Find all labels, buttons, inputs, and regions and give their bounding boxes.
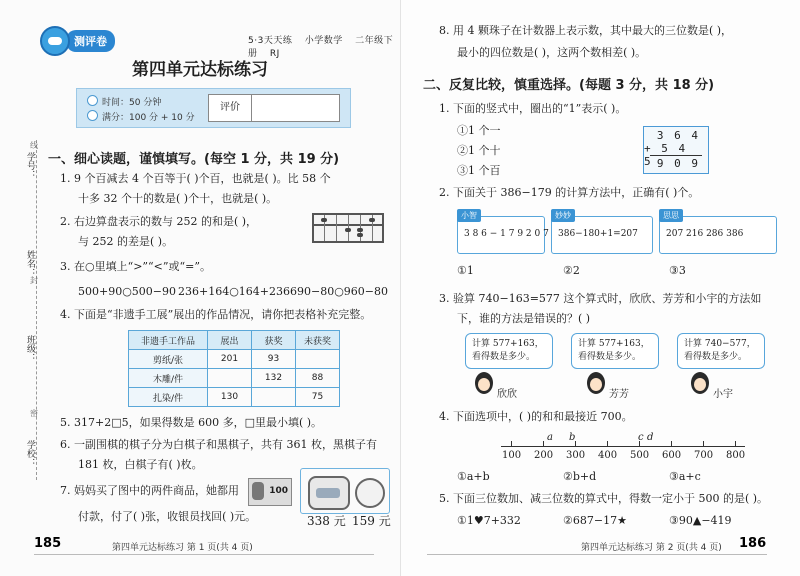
- question-4: 4. 下面是“非遗手工展”展出的作品情况，请你把表格补充完整。: [60, 308, 372, 321]
- name-label: 姓名：: [25, 250, 35, 277]
- table-cell: 木雕/件: [129, 369, 208, 388]
- question-3-expr-2: 236+164○164+236: [178, 285, 291, 298]
- score-text: 满分：100 分 + 10 分: [102, 113, 195, 123]
- speech-bubble: 计算 577+163，看得数是多少。: [465, 333, 553, 369]
- grade: 二年级下册: [248, 36, 394, 59]
- evaluation-label: 评价: [209, 95, 252, 121]
- table-cell: 剪纸/张: [129, 350, 208, 369]
- question-7-line-2: 付款，付了( )张，收银员找回( )元。: [78, 510, 257, 523]
- section-2-heading: 二、反复比较，慎重选择。(每题 3 分，共 18 分): [423, 78, 715, 93]
- rice-cooker-icon: [308, 476, 350, 510]
- banknote-image: [248, 478, 292, 506]
- choice-1-option[interactable]: ①1 个一: [457, 124, 501, 137]
- choice-1: 1. 下面的竖式中，圈出的“1”表示( )。: [439, 102, 627, 115]
- table-cell-blank[interactable]: [208, 369, 252, 388]
- binding-margin: [6, 140, 42, 480]
- table-cell: 93: [252, 350, 296, 369]
- abacus-figure: [312, 213, 384, 243]
- point-label: b: [569, 432, 576, 443]
- choice-1-option[interactable]: ②1 个十: [457, 144, 501, 157]
- method-body: 3 8 6 − 1 7 9 2 0 7: [464, 229, 549, 239]
- footer-rule: [34, 554, 374, 555]
- method-card: [457, 211, 549, 254]
- section-1-heading: 一、细心读题，谨慎填写。(每空 1 分，共 19 分): [48, 152, 340, 167]
- method-card: [551, 211, 653, 254]
- choice-3-line-1: 3. 验算 740−163=577 这个算式时，欣欣、芳芳和小宇的方法如: [439, 292, 762, 305]
- abacus-bead: [321, 218, 327, 222]
- question-3: 3. 在○里填上“>”“<”或“=”。: [60, 260, 211, 273]
- table-cell: 88: [296, 369, 340, 388]
- time-line: [87, 95, 161, 108]
- number-line-tick: [607, 441, 608, 447]
- table-header: 获奖: [252, 331, 296, 350]
- logo: [40, 26, 115, 56]
- series-name: 5·3天天练: [248, 36, 293, 46]
- kid-name: 小宇: [713, 389, 733, 400]
- question-6-line-1: 6. 一副围棋的棋子分为白棋子和黑棋子，共有 361 枚，黑棋子有: [60, 438, 377, 451]
- choice-5: 5. 下面三位数加、减三位数的算式中，得数一定小于 500 的是( )。: [439, 492, 769, 505]
- choice-4-option[interactable]: ③a+c: [669, 470, 701, 483]
- number-line-tick: [703, 441, 704, 447]
- time-text: 时间：50 分钟: [102, 98, 162, 108]
- choice-4-option[interactable]: ①a+b: [457, 470, 490, 483]
- choice-5-option[interactable]: ①1♥7+332: [457, 514, 521, 527]
- hair-dryer-icon: [355, 478, 385, 508]
- portrait-icon: [252, 482, 264, 500]
- method-author: 妙妙: [551, 209, 575, 222]
- binding-mark-secret: 密: [30, 409, 38, 418]
- speech-bubble: 计算 577+163，看得数是多少。: [571, 333, 659, 369]
- binding-mark-seal: 封: [30, 276, 38, 285]
- number-line-tick: [735, 441, 736, 447]
- choice-2-option[interactable]: ②2: [563, 264, 580, 277]
- page-title: 第四单元达标练习: [132, 60, 268, 80]
- price-dryer: 159 元: [352, 514, 391, 528]
- binding-mark-line: 线: [30, 141, 38, 150]
- kid-name: 欣欣: [497, 389, 517, 400]
- banknote-value: 100: [269, 486, 288, 496]
- question-6-line-2: 181 枚，白棋子有( )枚。: [78, 458, 203, 471]
- choice-1-option[interactable]: ③1 个百: [457, 164, 501, 177]
- abacus-bead: [369, 218, 375, 222]
- right-page: [400, 0, 800, 576]
- question-7-line-1: 7. 妈妈买了图中的两件商品，她都用: [60, 484, 239, 497]
- table-cell: 132: [252, 369, 296, 388]
- table-header: 非遗手工作品: [129, 331, 208, 350]
- choice-2-option[interactable]: ③3: [669, 264, 686, 277]
- girl-avatar: [475, 372, 493, 394]
- tick-label: 300: [566, 450, 586, 461]
- subject: 小学数学: [304, 36, 343, 46]
- tick-label: 400: [598, 450, 618, 461]
- number-line: [501, 446, 745, 447]
- table-cell: 75: [296, 388, 340, 407]
- abacus-bead: [357, 228, 363, 232]
- question-5: 5. 317+2□5，如果得数是 600 多，□里最小填( )。: [60, 416, 323, 429]
- tick-label: 200: [534, 450, 554, 461]
- evaluation-blank[interactable]: [252, 95, 339, 121]
- score-line: [87, 110, 195, 123]
- evaluation-box: [208, 94, 340, 122]
- tick-label: 700: [694, 450, 714, 461]
- footer-rule: [427, 554, 767, 555]
- table-cell-blank[interactable]: [252, 388, 296, 407]
- boy-avatar: [691, 372, 709, 394]
- tick-label: 600: [662, 450, 682, 461]
- table-cell: 201: [208, 350, 252, 369]
- question-2-line-1: 2. 右边算盘表示的数与 252 的和是( )，: [60, 215, 258, 228]
- table-cell: 扎染/件: [129, 388, 208, 407]
- table-cell-blank[interactable]: [296, 350, 340, 369]
- page-footer: 第四单元达标练习 第 2 页(共 4 页): [581, 543, 722, 553]
- student-number-label: 学号：: [25, 152, 35, 179]
- question-3-expr-1: 500+90○500−90: [78, 285, 177, 298]
- choice-4: 4. 下面选项中，( )的和和最接近 700。: [439, 410, 633, 423]
- tick-label: 100: [502, 450, 522, 461]
- method-author: 思思: [659, 209, 683, 222]
- abacus-bead: [345, 228, 351, 232]
- addend-1: 3 6 4: [656, 129, 700, 142]
- vertical-addition: [643, 126, 709, 174]
- question-2-line-2: 与 252 的差是( )。: [78, 235, 174, 248]
- table-row: [129, 350, 340, 369]
- tick-label: 800: [726, 450, 746, 461]
- class-label: 班级：: [25, 335, 35, 362]
- choice-5-option[interactable]: ③90▲−419: [669, 514, 732, 527]
- choice-5-option[interactable]: ②687−17★: [563, 514, 627, 527]
- clock-icon: [87, 95, 98, 106]
- kid-name: 芳芳: [609, 389, 629, 400]
- table-row: [129, 369, 340, 388]
- check-icon: [87, 110, 98, 121]
- school-label: 学校：: [25, 440, 35, 467]
- point-label: d: [647, 432, 654, 443]
- abacus-bead: [357, 233, 363, 237]
- sum-rule: [650, 155, 702, 156]
- method-body: 386−180+1=207: [558, 229, 638, 239]
- mascot-icon: [40, 26, 70, 56]
- question-3-expr-3: 690−80○960−80: [290, 285, 389, 298]
- choice-2-option[interactable]: ①1: [457, 264, 474, 277]
- choice-3-line-2: 下，谁的方法是错误的？( ): [457, 312, 591, 325]
- method-author: 小智: [457, 209, 481, 222]
- choice-4-option[interactable]: ②b+d: [563, 470, 597, 483]
- table-header-row: [129, 331, 340, 350]
- logo-label: 测评卷: [66, 30, 115, 52]
- page-footer: 第四单元达标练习 第 1 页(共 4 页): [112, 543, 253, 553]
- girl-avatar: [587, 372, 605, 394]
- method-body: 207 216 286 386: [666, 229, 744, 239]
- exhibition-table: [128, 330, 340, 407]
- page-number: 185: [34, 536, 62, 551]
- info-box: [76, 88, 351, 128]
- number-line-tick: [511, 441, 512, 447]
- page-number: 186: [739, 536, 767, 551]
- tick-label: 500: [630, 450, 650, 461]
- choice-2: 2. 下面关于 386−179 的计算方法中，正确有( )个。: [439, 186, 700, 199]
- number-line-tick: [543, 441, 544, 447]
- sum: 9 0 9: [656, 157, 700, 170]
- number-line-tick: [671, 441, 672, 447]
- edition: RJ: [269, 49, 280, 59]
- addend-2: + 5 4 5: [644, 142, 688, 168]
- method-card: [659, 211, 777, 254]
- point-label: c: [638, 432, 644, 443]
- speech-bubble: 计算 740−577，看得数是多少。: [677, 333, 765, 369]
- table-header: 未获奖: [296, 331, 340, 350]
- binding-dashed-line: [36, 140, 37, 480]
- table-cell: 130: [208, 388, 252, 407]
- point-label: a: [547, 432, 553, 443]
- abacus-rod: [336, 215, 337, 241]
- question-8-line-2: 最小的四位数是( )，这两个数相差( )。: [457, 46, 647, 59]
- table-header: 展出: [208, 331, 252, 350]
- question-8-line-1: 8. 用 4 颗珠子在计数器上表示数，其中最大的三位数是( )，: [439, 24, 733, 37]
- table-row: [129, 388, 340, 407]
- price-cooker: 338 元: [307, 514, 346, 528]
- question-1-line-1: 1. 9 个百减去 4 个百等于( )个百，也就是( )。比 58 个: [60, 172, 331, 185]
- question-1-line-2: 十多 32 个十的数是( )个十，也就是( )。: [78, 192, 278, 205]
